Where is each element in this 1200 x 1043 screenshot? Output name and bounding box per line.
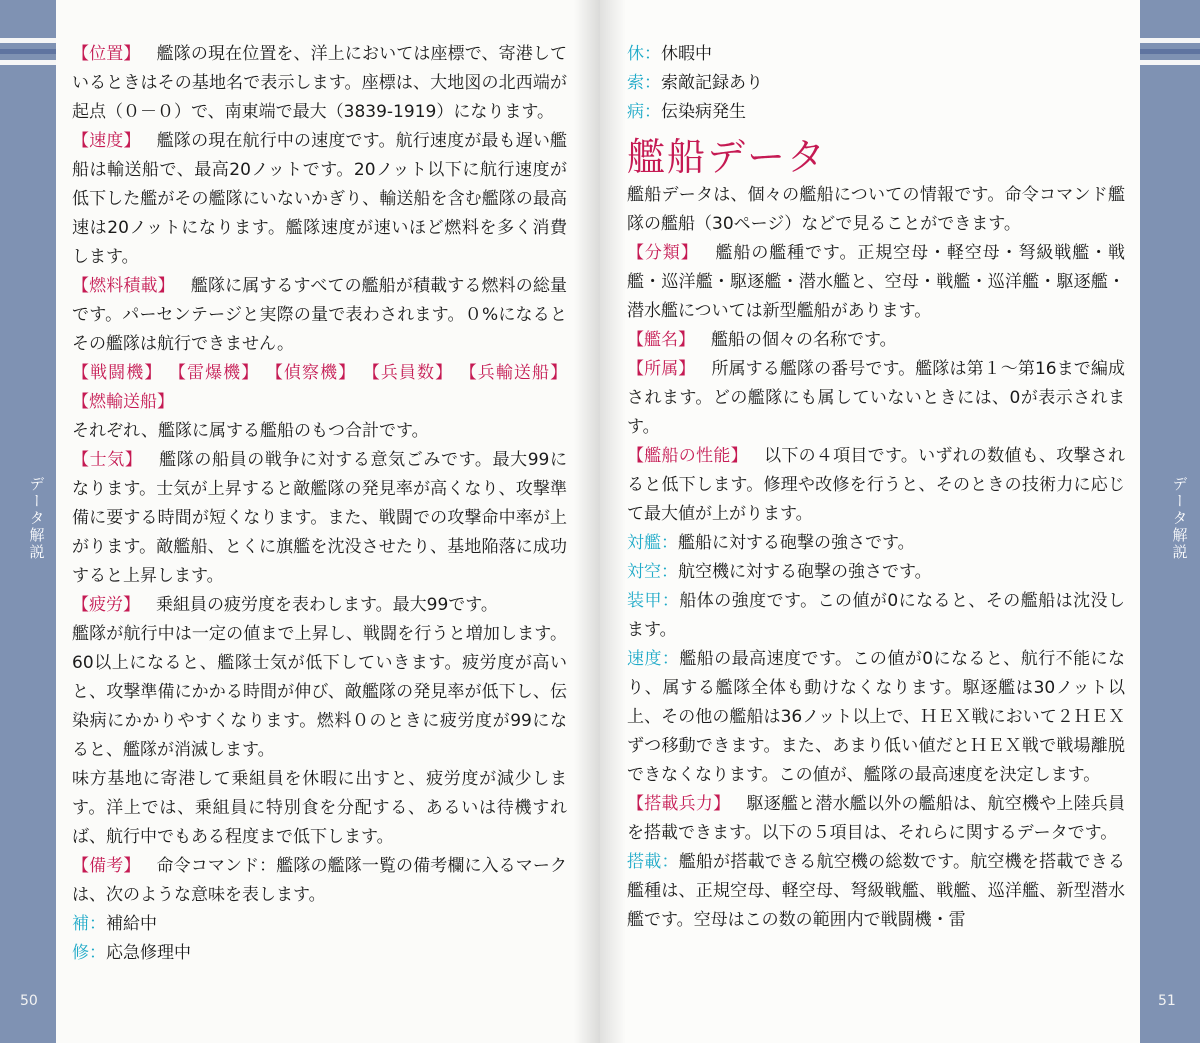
term-label: 【戦闘機】	[72, 363, 163, 383]
term-label: 【疲労】	[72, 595, 140, 615]
right-text	[627, 40, 1125, 935]
mark-text: 補給中	[106, 914, 157, 934]
paragraph-fatigue-detail: 艦隊が航行中は一定の値まで上昇し、戦闘を行うと増加します。60以上になると、艦隊士気が低下していきます。疲労度が高いと、攻撃準備にかかる時間が伸び、敵艦隊の発見率が低下し、伝染病にかかりやすくなります。燃料０のときに疲労度が99になると、艦隊が消滅します。	[72, 624, 567, 760]
paragraph-name	[627, 326, 1125, 355]
mark-label: 索：	[627, 73, 661, 93]
term-text: それぞれ、艦隊に属する艦船のもつ合計です。	[72, 421, 429, 441]
sidebar-stripes	[0, 38, 56, 71]
paragraph-remark	[72, 852, 567, 910]
perf-text: 船体の強度です。この値が0になると、その艦船は沈没します。	[627, 591, 1125, 640]
term-text: 乗組員の疲労度を表わします。最大99です。	[156, 595, 498, 615]
mark-item	[627, 69, 1125, 98]
page-number: 51	[1158, 993, 1176, 1009]
paragraph-performance	[627, 442, 1125, 529]
mark-text: 索敵記録あり	[661, 73, 763, 93]
term-label: 【燃料積載】	[72, 276, 175, 296]
perf-item	[627, 558, 1125, 587]
paragraph-fuel	[72, 272, 567, 359]
mark-label: 病：	[627, 102, 661, 122]
mark-label: 補：	[72, 914, 106, 934]
perf-item	[627, 529, 1125, 558]
side-label: データ解説	[1170, 476, 1189, 561]
paragraph-speed	[72, 127, 567, 272]
term-label: 【兵員数】	[362, 363, 454, 383]
perf-item	[627, 848, 1125, 935]
gutter-shadow	[600, 0, 626, 1043]
sidebar-stripes	[1140, 38, 1200, 71]
perf-label: 装甲：	[627, 591, 680, 611]
term-label: 【所属】	[627, 359, 696, 379]
perf-text: 艦船に対する砲撃の強さです。	[678, 533, 915, 553]
perf-label: 対艦：	[627, 533, 678, 553]
right-page	[600, 0, 1200, 1043]
term-label: 【艦名】	[627, 330, 695, 350]
term-label: 【備考】	[72, 856, 141, 876]
perf-text: 艦船の最高速度です。この値が0になると、航行不能になり、属する艦隊全体も動けなくなります。駆逐艦は30ノット以上、その他の艦船は36ノット以上で、ＨＥＸ戦において２ＨＥＸずつ移動できます。また、あまり低い値だとＨＥＸ戦で戦場離脱できなくなります。この値が、艦隊の最高速度を決定します。	[627, 649, 1125, 785]
mark-text: 休暇中	[661, 44, 712, 64]
term-label: 【艦船の性能】	[627, 446, 748, 466]
term-text: 駆逐艦と潜水艦以外の艦船は、航空機や上陸兵員を搭載できます。以下の５項目は、それらに関するデータです。	[627, 794, 1126, 843]
perf-item	[627, 587, 1125, 645]
mark-label: 修：	[72, 943, 106, 963]
perf-label: 速度：	[627, 649, 680, 669]
paragraph-class	[627, 239, 1125, 326]
term-text: 艦隊に属するすべての艦船が積載する燃料の総量です。パーセンテージと実際の量で表わされます。０%になるとその艦隊は航行できません。	[72, 276, 567, 354]
paragraph-unit-keys	[72, 359, 567, 446]
paragraph-position	[72, 40, 567, 127]
term-text: 艦隊の船員の戦争に対する意気ごみです。最大99になります。士気が上昇すると敵艦隊の発見率が高くなり、攻撃準備に要する時間が短くなります。また、戦闘での攻撃命中率が上がります。敵艦船、とくに旗艦を沈没させたり、基地陥落に成功すると上昇します。	[72, 450, 567, 586]
mark-label: 休：	[627, 44, 661, 64]
perf-text: 航空機に対する砲撃の強さです。	[678, 562, 932, 582]
term-label: 【燃輸送船】	[72, 392, 174, 412]
page-number: 50	[20, 993, 38, 1009]
term-label: 【位置】	[72, 44, 141, 64]
mark-item	[627, 98, 1125, 127]
section-heading: 艦船データ	[627, 135, 828, 179]
perf-label: 搭載：	[627, 852, 679, 872]
right-sidebar	[1140, 0, 1200, 1043]
mark-text: 伝染病発生	[661, 102, 746, 122]
term-text: 艦船の艦種です。正規空母・軽空母・弩級戦艦・戦艦・巡洋艦・駆逐艦・潜水艦と、空母・戦艦・巡洋艦・駆逐艦・潜水艦については新型艦船があります。	[627, 243, 1125, 321]
mark-item	[72, 939, 567, 968]
paragraph-affiliation	[627, 355, 1125, 442]
perf-label: 対空：	[627, 562, 678, 582]
left-sidebar	[0, 0, 56, 1043]
perf-text: 艦船が搭載できる航空機の総数です。航空機を搭載できる艦種は、正規空母、軽空母、弩級戦艦、戦艦、巡洋艦、新型潜水艦です。空母はこの数の範囲内で戦闘機・雷	[627, 852, 1126, 930]
gutter-shadow	[574, 0, 600, 1043]
term-text: 命令コマンド：艦隊の艦隊一覧の備考欄に入るマークは、次のような意味を表します。	[72, 856, 568, 905]
term-label: 【分類】	[627, 243, 699, 263]
side-label: データ解説	[27, 476, 46, 561]
paragraph-fatigue	[72, 591, 567, 620]
paragraph-intro: 艦船データは、個々の艦船についての情報です。命令コマンド艦隊の艦船（30ページ）などで見ることができます。	[627, 185, 1125, 234]
paragraph-fatigue-recovery: 味方基地に寄港して乗組員を休暇に出すと、疲労度が減少します。洋上では、乗組員に特別食を分配する、あるいは待機すれば、航行中でもある程度まで低下します。	[72, 769, 567, 847]
term-label: 【搭載兵力】	[627, 794, 731, 814]
term-text: 艦船の個々の名称です。	[711, 330, 897, 350]
term-label: 【兵輸送船】	[459, 363, 568, 383]
term-text: 艦隊の現在航行中の速度です。航行速度が最も遅い艦船は輸送船で、最高20ノットです。20ノット以下に航行速度が低下した艦がその艦隊にいないかぎり、輸送船を含む艦隊の最高速は20ノットになります。艦隊速度が速いほど燃料を多く消費します。	[72, 131, 568, 267]
term-text: 所属する艦隊の番号です。艦隊は第１～第16まで編成されます。どの艦隊にも属していないときには、0が表示されます。	[627, 359, 1125, 437]
paragraph-morale	[72, 446, 567, 591]
term-label: 【偵察機】	[265, 363, 357, 383]
term-text: 艦隊の現在位置を、洋上においては座標で、寄港しているときはその基地名で表示します。座標は、大地図の北西端が起点（０－０）で、南東端で最大（3839-1919）になります。	[72, 44, 567, 122]
term-text: 以下の４項目です。いずれの数値も、攻撃されると低下します。修理や改修を行うと、そのときの技術力に応じて最大値が上がります。	[627, 446, 1126, 524]
term-label: 【雷爆機】	[168, 363, 260, 383]
mark-item	[627, 40, 1125, 69]
mark-text: 応急修理中	[106, 943, 191, 963]
mark-item	[72, 910, 567, 939]
perf-item	[627, 645, 1125, 790]
term-label: 【士気】	[72, 450, 143, 470]
term-label: 【速度】	[72, 131, 141, 151]
paragraph-load	[627, 790, 1125, 848]
left-text	[72, 40, 567, 968]
